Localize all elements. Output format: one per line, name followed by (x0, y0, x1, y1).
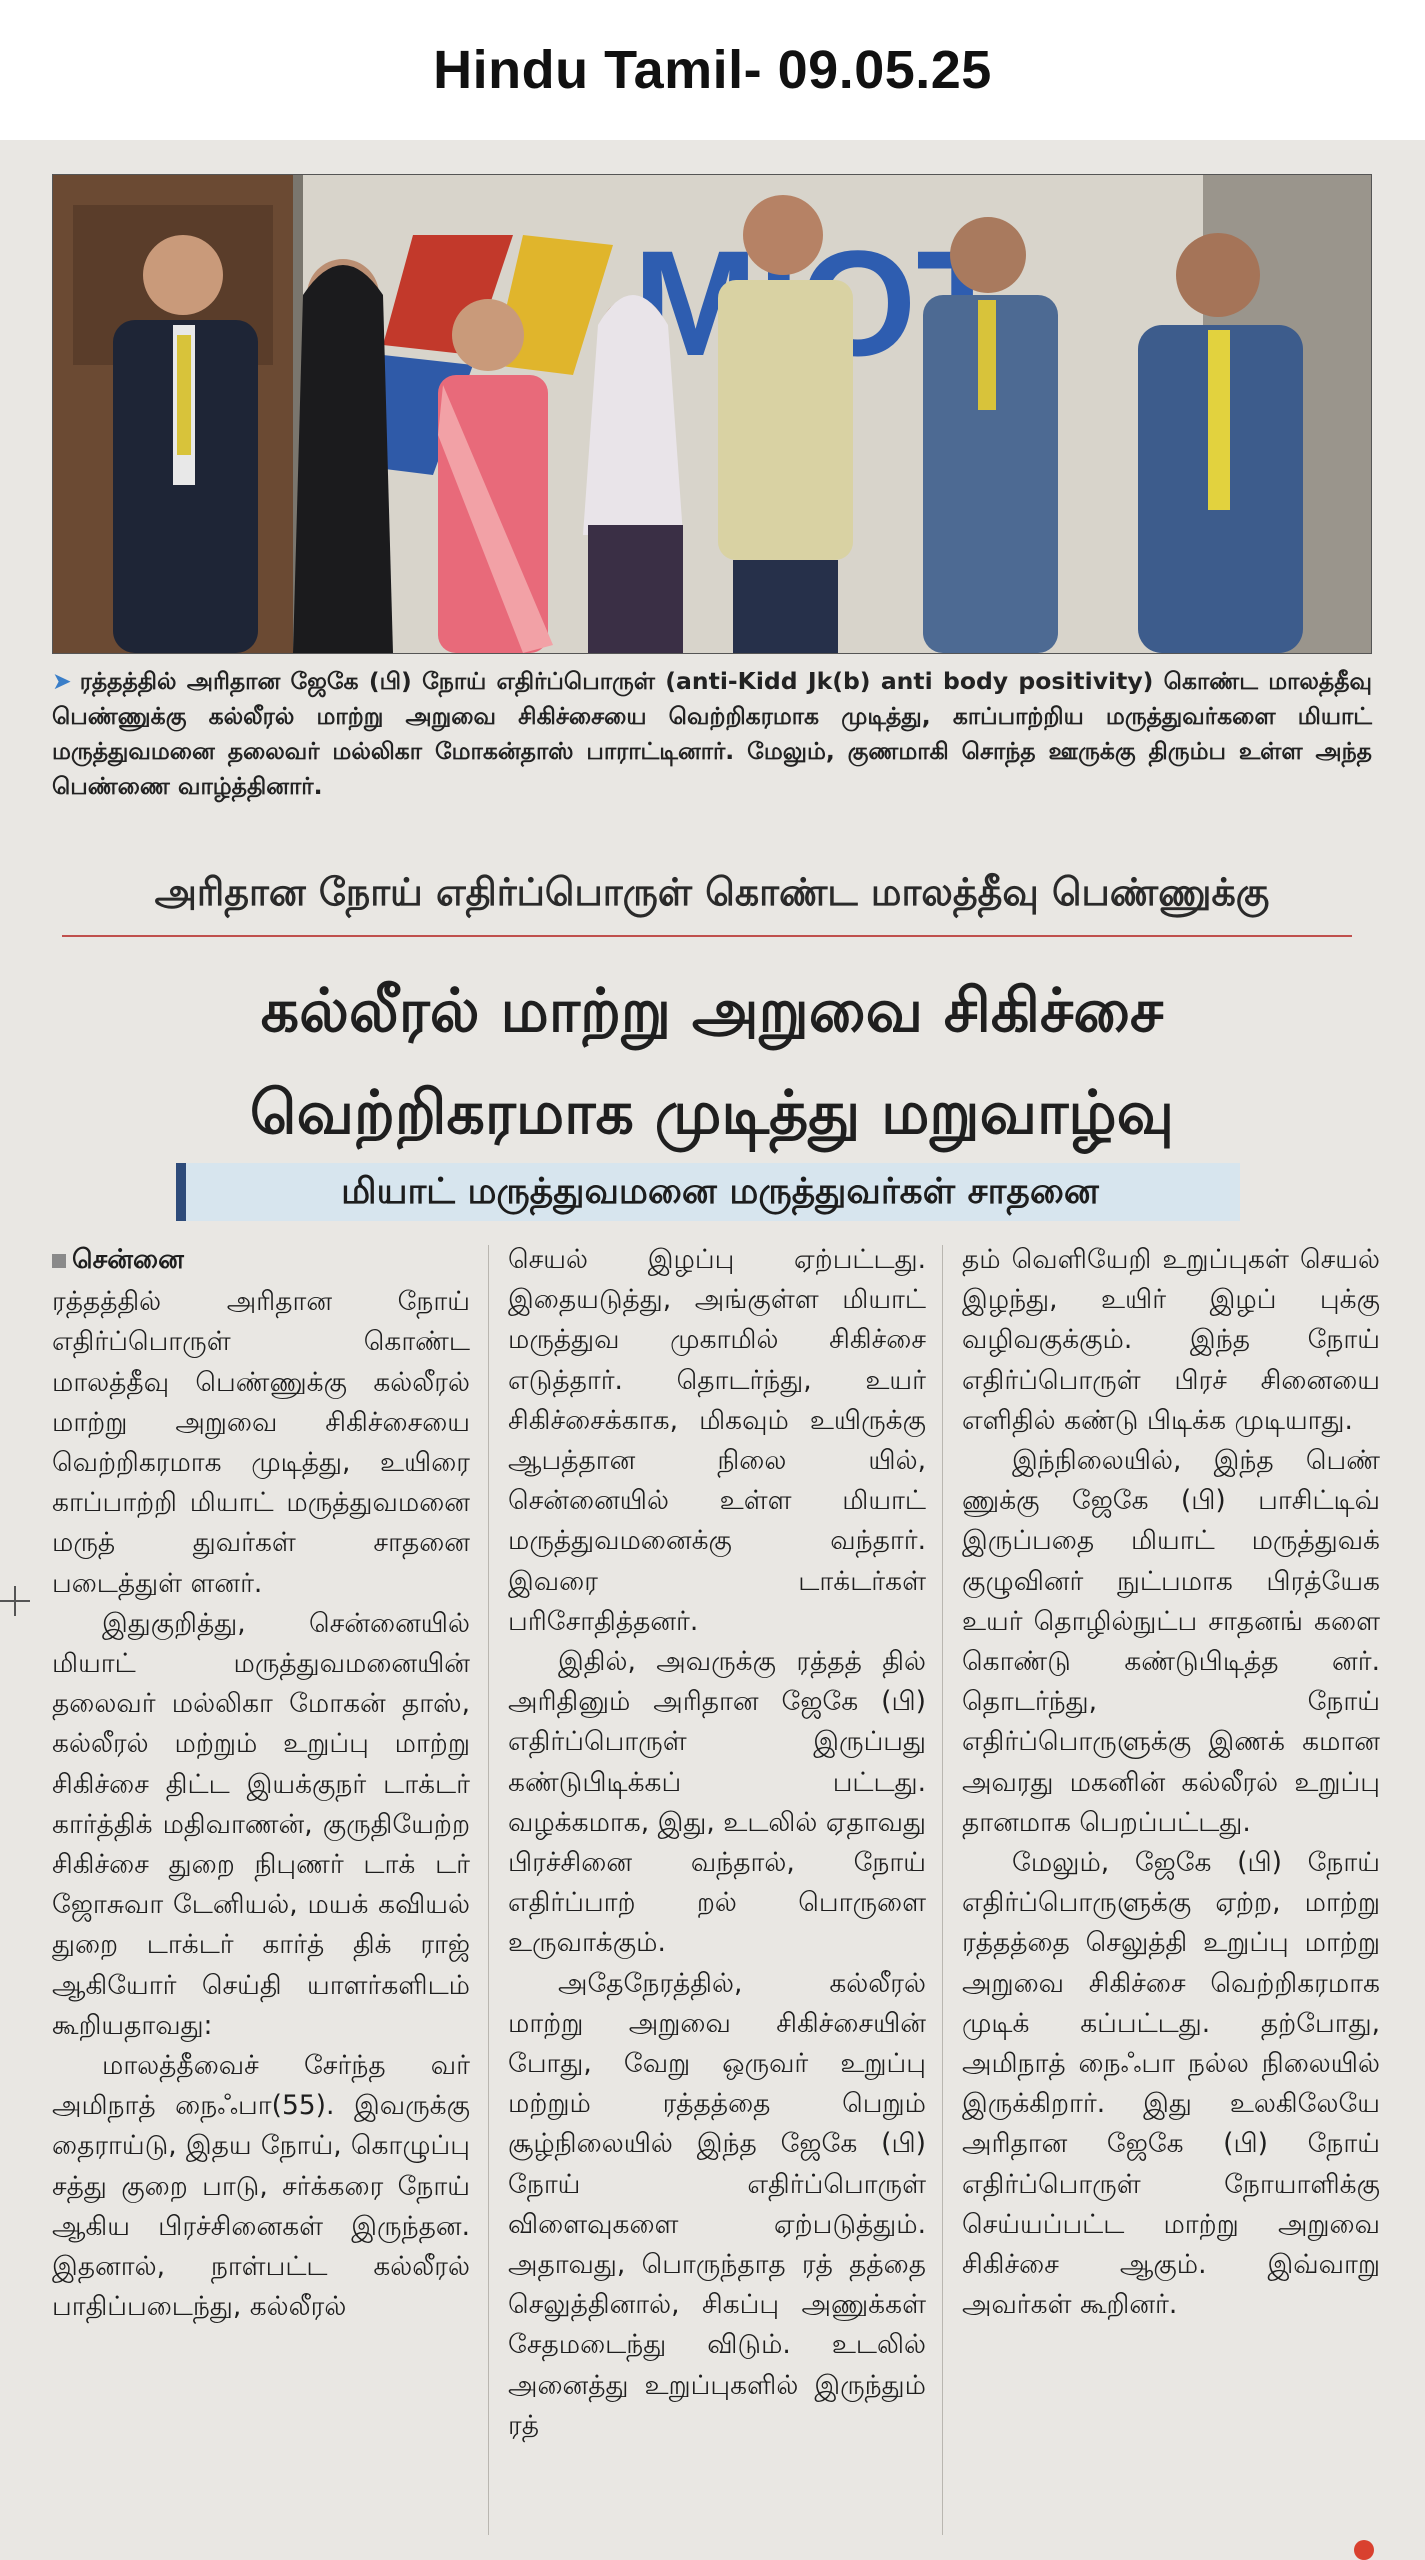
article-headline (52, 960, 1372, 1164)
caption-text: ரத்தத்தில் அரிதான ஜேகே (பி) நோய் எதிர்ப்பொருள் (anti-Kidd Jk(b) anti body positivity) கொண்ட மாலத்தீவு பெண்ணுக்கு கல்லீரல் மாற்று அறுவை சிகிச்சையை வெற்றிகரமாக முடித்து, காப்பாற்றிய மருத்துவர்களை மியாட் மருத்துவமனை தலைவர் மல்லிகா மோகன்தாஸ் பாராட்டினார். மேலும், குணமாகி சொந்த ஊருக்கு திரும்ப உள்ள அந்த பெண்ணை வாழ்த்தினார். (52, 667, 1372, 800)
dateline-square-icon (52, 1254, 66, 1268)
event-photo (52, 174, 1372, 654)
column-divider (942, 1245, 943, 2535)
article-column-2 (508, 1240, 926, 2446)
article-paragraph: இதில், அவருக்கு ரத்தத் தில் அரிதினும் அரிதான ஜேகே (பி) எதிர்ப்பொருள் இருப்பது கண்டுபிடிக்கப் பட்டது. வழக்கமாக, இது, உடலில் ஏதாவது பிரச்சினை வந்தால், நோய் எதிர்ப்பாற் றல் பொருளை உருவாக்கும். (508, 1646, 926, 1959)
subhead-accent-bar (176, 1163, 186, 1221)
caption-arrow-icon: ➤ (52, 667, 72, 695)
headline-line-1: கல்லீரல் மாற்று அறுவை சிகிச்சை (260, 976, 1164, 1046)
article-kicker: அரிதான நோய் எதிர்ப்பொருள் கொண்ட மாலத்தீவு பெண்ணுக்கு (154, 870, 1270, 914)
article-paragraph: செயல் இழப்பு ஏற்பட்டது. இதையடுத்து, அங்குள்ள மியாட் மருத்துவ முகாமில் சிகிச்சை எடுத்தார். தொடர்ந்து, உயர் சிகிச்சைக்காக, மிகவும் உயிருக்கு ஆபத்தான நிலை யில், சென்னையில் உள்ள மியாட் மருத்துவமனைக்கு வந்தார். இவரை டாக்டர்கள் பரிசோதித்தனர். (508, 1244, 926, 1637)
article-end-dot-icon (1354, 2540, 1374, 2560)
kicker-divider (62, 935, 1352, 937)
registration-mark (14, 1586, 16, 1616)
article-paragraph: இந்நிலையில், இந்த பெண் ணுக்கு ஜேகே (பி) பாசிட்டிவ் இருப்பதை மியாட் மருத்துவக் குழுவினர் நுட்பமாக பிரத்யேக உயர் தொழில்நுட்ப சாதனங் களை கொண்டு கண்டுபிடித்த னர். தொடர்ந்து, நோய் எதிர்ப்பொருளுக்கு இணக் கமான அவரது மகனின் கல்லீரல் உறுப்பு தானமாக பெறப்பட்டது. (962, 1445, 1380, 1838)
photo-caption (52, 664, 1372, 804)
article-paragraph: மாலத்தீவைச் சேர்ந்த வர் அமிநாத் நைஃபா(55). இவருக்கு தைராய்டு, இதய நோய், கொழுப்பு சத்து குறை பாடு, சர்க்கரை நோய் ஆகிய பிரச்சினைகள் இருந்தன. இதனால், நாள்பட்ட கல்லீரல் பாதிப்படைந்து, கல்லீரல் (52, 2050, 470, 2323)
article-subhead: மியாட் மருத்துவமனை மருத்துவர்கள் சாதனை (341, 1171, 1099, 1212)
dateline (52, 1240, 470, 1280)
article-paragraph: இதுகுறித்து, சென்னையில் மியாட் மருத்துவமனையின் தலைவர் மல்லிகா மோகன் தாஸ், கல்லீரல் மற்றும் உறுப்பு மாற்று சிகிச்சை திட்ட இயக்குநர் டாக்டர் கார்த்திக் மதிவாணன், குருதியேற்ற சிகிச்சை துறை நிபுணர் டாக் டர் ஜோசுவா டேனியல், மயக் கவியல் துறை டாக்டர் கார்த் திக் ராஜ் ஆகியோர் செய்தி யாளர்களிடம் கூறியதாவது: (52, 1607, 470, 2041)
masthead (0, 0, 1425, 140)
headline-line-2: வெற்றிகரமாக முடித்து மறுவாழ்வு (249, 1078, 1175, 1148)
article-column-1 (52, 1240, 470, 2327)
masthead-title: Hindu Tamil- 09.05.25 (433, 40, 992, 100)
article-column-3 (962, 1240, 1380, 2325)
article-paragraph: ரத்தத்தில் அரிதான நோய் எதிர்ப்பொருள் கொண்ட மாலத்தீவு பெண்ணுக்கு கல்லீரல் மாற்று அறுவை சிகிச்சையை வெற்றிகரமாக முடித்து, உயிரை காப்பாற்றி மியாட் மருத்துவமனை மருத் துவர்கள் சாதனை படைத்துள் ளனர். (52, 1286, 470, 1599)
column-divider (488, 1245, 489, 2535)
article-paragraph: தம் வெளியேறி உறுப்புகள் செயல் இழந்து, உயிர் இழப் புக்கு வழிவகுக்கும். இந்த நோய் எதிர்ப்பொருள் பிரச் சினையை எளிதில் கண்டு பிடிக்க முடியாது. (962, 1244, 1380, 1436)
article-paragraph: அதேநேரத்தில், கல்லீரல் மாற்று அறுவை சிகிச்சையின் போது, வேறு ஒருவர் உறுப்பு மற்றும் ரத்தத்தை பெறும் சூழ்நிலையில் இந்த ஜேகே (பி) நோய் எதிர்ப்பொருள் விளைவுகளை ஏற்படுத்தும். அதாவது, பொருந்தாத ரத் தத்தை செலுத்தினால், சிகப்பு அணுக்கள் சேதமடைந்து விடும். உடலில் அனைத்து உறுப்புகளில் இருந்தும் ரத் (508, 1967, 926, 2441)
article-paragraph: மேலும், ஜேகே (பி) நோய் எதிர்ப்பொருளுக்கு ஏற்ற, மாற்று ரத்தத்தை செலுத்தி உறுப்பு மாற்று அறுவை சிகிச்சை வெற்றிகரமாக முடிக் கப்பட்டது. தற்போது, அமிநாத் நைஃபா நல்ல நிலையில் இருக்கிறார். இது உலகிலேயே அரிதான ஜேகே (பி) நோய் எதிர்ப்பொருள் நோயாளிக்கு செய்யப்பட்ட மாற்று அறுவை சிகிச்சை ஆகும். இவ்வாறு அவர்கள் கூறினர். (962, 1847, 1380, 2321)
event-photo-illustration (53, 175, 1371, 653)
dateline-text: சென்னை (72, 1244, 184, 1275)
